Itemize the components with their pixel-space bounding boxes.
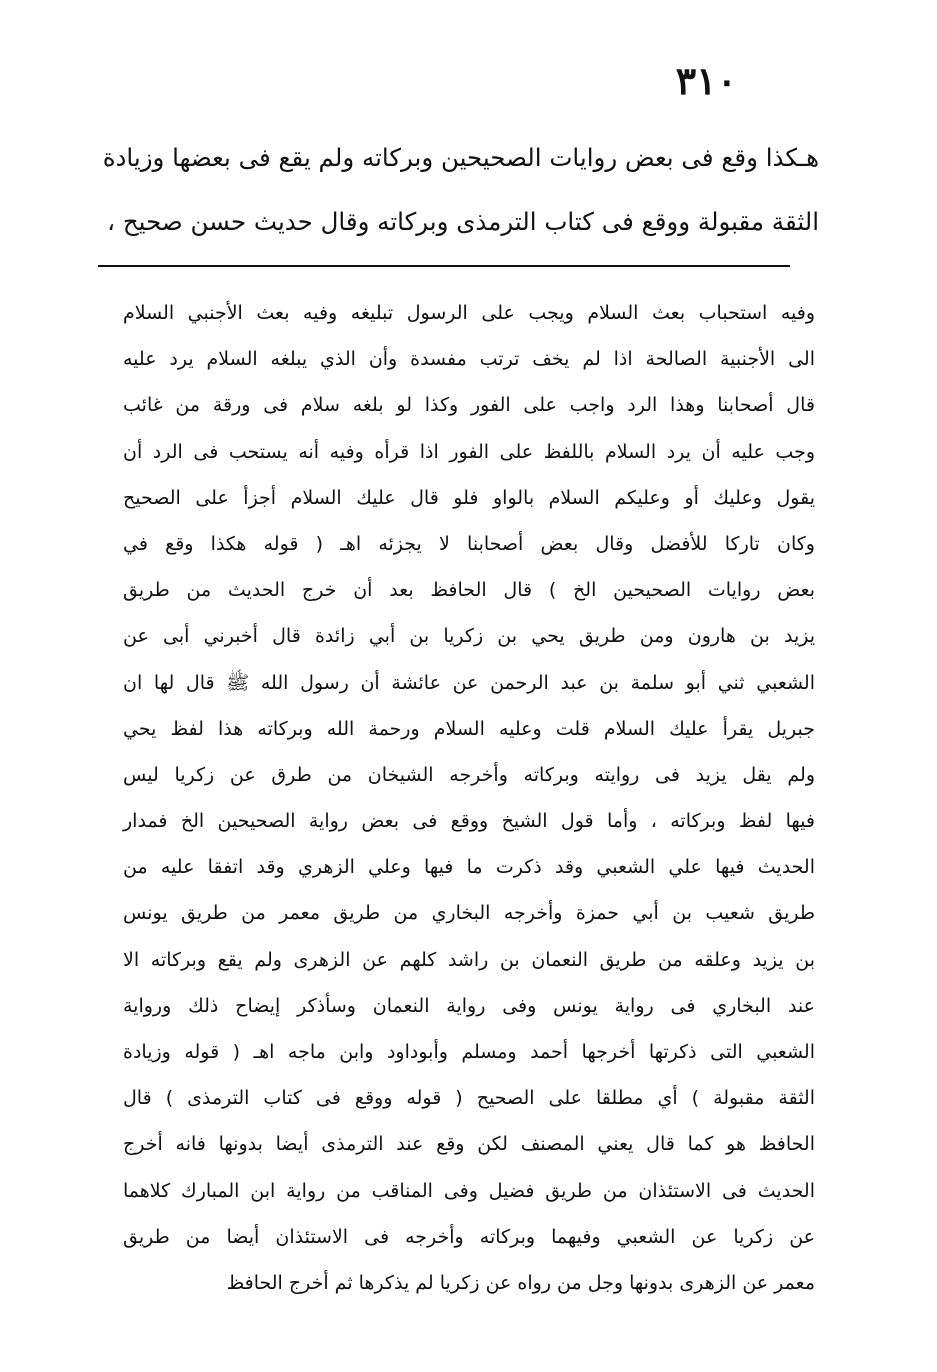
commentary-line: الحافظ هو كما قال يعني المصنف لكن وقع عند الترمذى أيضا بدونها فانه أخرج bbox=[123, 1133, 815, 1156]
commentary-line: يقول وعليك أو وعليكم السلام بالواو فلو قال عليك السلام أجزأ على الصحيح bbox=[123, 486, 815, 509]
commentary-line: يزيد بن هارون ومن طريق يحي بن زكريا بن أبي زائدة قال أخبرني أبى عن bbox=[123, 625, 815, 648]
main-text-line: الثقة مقبولة ووقع فى كتاب الترمذى وبركاته وقال حديث حسن صحيح ، bbox=[107, 207, 819, 236]
main-text bbox=[102, 126, 819, 254]
commentary-line: طريق شعيب بن أبي حمزة وأخرجه البخاري من طريق معمر من طريق يونس bbox=[123, 902, 815, 925]
commentary-line: جبريل يقرأ عليك السلام قلت وعليه السلام ورحمة الله وبركاته هذا لفظ يحي bbox=[123, 717, 815, 740]
commentary-line: معمر عن الزهرى بدونها وجل من رواه عن زكريا لم يذكرها ثم أخرج الحافظ bbox=[226, 1271, 815, 1294]
commentary-line: الى الأجنبية الصالحة اذا لم يخف ترتب مفسدة وأن الذي يبلغه السلام يرد عليه bbox=[123, 348, 815, 371]
commentary-line: عن زكريا عن الشعبي وفيهما وبركاته وأخرجه فى الاستئذان أيضا من طريق bbox=[123, 1225, 815, 1248]
commentary-line: وجب عليه أن يرد السلام باللفظ على الفور اذا قرأه وفيه أنه يستحب فى الرد أن bbox=[123, 440, 815, 463]
commentary-line: الشعبي التى ذكرتها أخرجها أحمد ومسلم وأبوداود وابن ماجه اهـ ( قوله وزيادة bbox=[123, 1041, 815, 1063]
commentary-line: ولم يقل يزيد فى روايته وبركاته وأخرجه الشيخان من طرق عن زكريا ليس bbox=[123, 763, 815, 786]
commentary-text bbox=[123, 290, 815, 1306]
commentary-line: الشعبي ثني أبو سلمة بن عبد الرحمن عن عائشة أن رسول الله ﷺ قال لها ان bbox=[123, 671, 815, 694]
commentary-line: بعض روايات الصحيحين الخ ) قال الحافظ بعد أن خرج الحديث من طريق bbox=[123, 579, 815, 602]
commentary-line: الثقة مقبولة ) أي مطلقا على الصحيح ( قوله ووقع فى كتاب الترمذى ) قال bbox=[123, 1087, 815, 1110]
commentary-line: قال أصحابنا وهذا الرد واجب على الفور وكذا لو بلغه سلام فى ورقة من غائب bbox=[123, 394, 815, 417]
commentary-line: عند البخاري فى رواية يونس وفى رواية النعمان وسأذكر إيضاح ذلك ورواية bbox=[123, 994, 815, 1017]
commentary-line: الحديث فيها علي الشعبي وقد ذكرت ما فيها وعلي الزهري وقد اتفقا عليه من bbox=[123, 856, 815, 879]
commentary-line: وفيه استحباب بعث السلام ويجب على الرسول تبليغه وفيه بعث الأجنبي السلام bbox=[123, 302, 815, 324]
commentary-line: وكان تاركا للأفضل وقال بعض أصحابنا لا يجزئه اهـ ( قوله هكذا وقع في bbox=[123, 532, 815, 555]
commentary-line: بن يزيد وعلقه من طريق النعمان بن راشد كلهم عن الزهرى ولم يقع وبركاته الا bbox=[123, 948, 815, 971]
separator-rule bbox=[98, 265, 790, 267]
main-text-line: هـكذا وقع فى بعض روايات الصحيحين وبركاته ولم يقع فى بعضها وزيادة bbox=[102, 143, 819, 172]
commentary-line: الحديث فى الاستئذان من طريق فضيل وفى المناقب من رواية ابن المبارك كلاهما bbox=[123, 1179, 815, 1202]
commentary-line: فيها لفظ وبركاته ، وأما قول الشيخ ووقع فى بعض رواية الصحيحين الخ فمدار bbox=[123, 810, 815, 833]
page-number: ٣١٠ bbox=[675, 58, 737, 103]
